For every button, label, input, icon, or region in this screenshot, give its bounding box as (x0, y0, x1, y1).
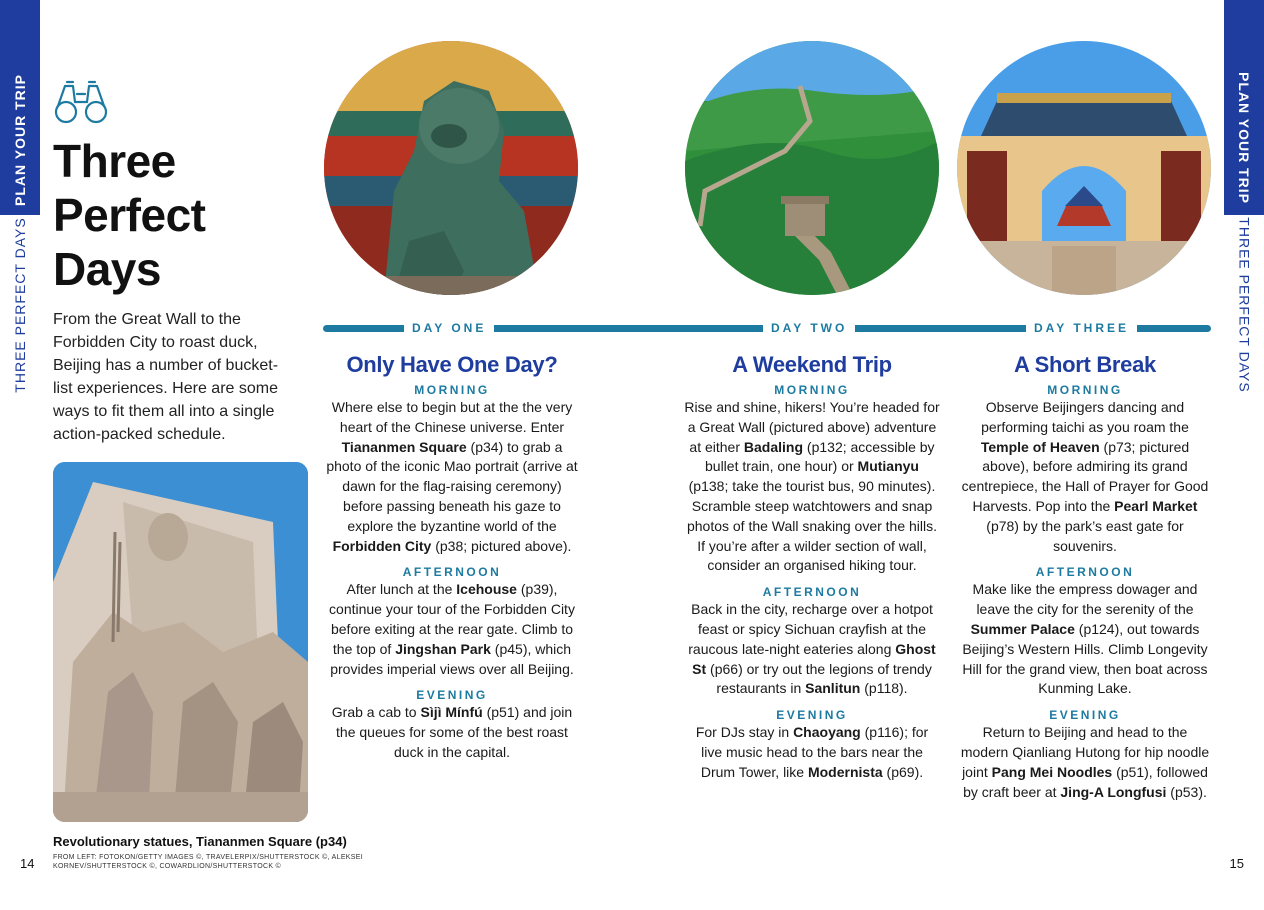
page-number-left: 14 (20, 856, 35, 871)
day-three-column (958, 352, 1212, 802)
afternoon-label: AFTERNOON (402, 565, 502, 580)
right-tab-label: PLAN YOUR TRIP (1236, 72, 1252, 204)
forbidden-city-lion-photo (324, 41, 578, 295)
evening-label: EVENING (1049, 708, 1121, 723)
evening-text: Return to Beijing and head to the modern Qianliang Hutong for hip noodle joint Pang Mei Noodles (p51), followed by craft beer at Jing-A Longfusi (p53). (960, 724, 1210, 800)
page-number-right: 15 (1229, 856, 1244, 871)
place-name: Chaoyang (793, 724, 861, 741)
temple-of-heaven-photo (957, 41, 1211, 295)
place-name: Ghost St (692, 640, 936, 677)
day-two-heading: A Weekend Trip (732, 352, 892, 377)
title-line-2: Perfect (53, 189, 206, 241)
place-name: Jing-A Longfusi (1060, 783, 1167, 800)
morning-text: Rise and shine, hikers! You’re headed for a Great Wall (pictured above) adventure at either Badaling (p132; accessible by bullet train, one hour) or Mutianyu (p138; take the tourist bus, 90 minutes). Scramble steep watchtowers and snap photos of the Wall snaking over the hills. If you’re after a wilder section of wall, consider an organised hiking tour. (684, 399, 940, 574)
afternoon-label: AFTERNOON (762, 585, 862, 600)
title-line-3: Days (53, 243, 161, 295)
morning-label: MORNING (1047, 383, 1123, 397)
morning-label: MORNING (414, 383, 490, 397)
evening-text: For DJs stay in Chaoyang (p116); for live music head to the bars near the Drum Tower, like Modernista (p69). (695, 724, 929, 780)
binoculars-icon (53, 80, 109, 124)
afternoon-text: Make like the empress dowager and leave the city for the serenity of the Summer Palace (p124), out towards Beijing’s Western Hills. Climb Longevity Hill for the grand view, then boat across Kunming Lake. (962, 581, 1208, 697)
morning-text: Observe Beijingers dancing and performing taichi as you roam the Temple of Heaven (p73; pictured above), before admiring its grand centrepiece, the Hall of Prayer for Good Harvests. Pop into the Pearl Market (p78) by the park’s east gate for souvenirs. (961, 399, 1209, 554)
place-name: Modernista (807, 763, 883, 780)
afternoon-text: After lunch at the Icehouse (p39), continue your tour of the Forbidden City before exiting at the rear gate. Climb to the top of Jingshan Park (p45), which provides imperial views over all Beijing. (329, 581, 575, 677)
place-name: Badaling (743, 438, 804, 455)
place-name: Tiananmen Square (341, 438, 467, 455)
day-two-column (684, 352, 940, 783)
day-one-heading: Only Have One Day? (346, 352, 558, 377)
morning-label: MORNING (774, 383, 850, 397)
place-name: Temple of Heaven (980, 438, 1100, 455)
place-name: Mutianyu (857, 458, 919, 475)
place-name: Jingshan Park (395, 640, 491, 657)
place-name: Pang Mei Noodles (991, 763, 1113, 780)
page-title (53, 134, 205, 296)
afternoon-text: Back in the city, recharge over a hotpot feast or spicy Sichuan crayfish at the raucous late-night eateries along Ghost St (p66) or try out the legions of trendy restaurants in Sanlitun (p118). (688, 601, 936, 697)
evening-label: EVENING (776, 708, 848, 723)
revolutionary-statues-photo (53, 462, 308, 822)
left-section-label: THREE PERFECT DAYS (12, 217, 28, 393)
place-name: Pearl Market (1114, 497, 1198, 514)
place-name: Sanlitun (805, 680, 861, 697)
place-name: Summer Palace (970, 620, 1075, 637)
day-three-label: DAY THREE (1026, 320, 1137, 336)
photo-credits: FROM LEFT: FOTOKON/GETTY IMAGES ©, TRAVELERPIX/SHUTTERSTOCK ©, ALEKSEI KORNEV/SHUTTERSTOCK ©, COWARDLION/SHUTTERSTOCK © (53, 854, 363, 870)
title-line-1: Three (53, 135, 176, 187)
left-tab-label: PLAN YOUR TRIP (12, 74, 28, 206)
great-wall-photo (685, 41, 939, 295)
right-section-label: THREE PERFECT DAYS (1236, 217, 1252, 393)
day-three-heading: A Short Break (1014, 352, 1156, 377)
photo-caption: Revolutionary statues, Tiananmen Square (p34) (53, 834, 347, 849)
afternoon-label: AFTERNOON (1035, 565, 1135, 580)
place-name: Forbidden City (332, 537, 432, 554)
evening-text: Grab a cab to Sìjì Mínfú (p51) and join the queues for some of the best roast duck in the capital. (331, 704, 573, 760)
day-one-label: DAY ONE (404, 320, 494, 336)
day-one-column (324, 352, 580, 763)
intro-text: From the Great Wall to the Forbidden City to roast duck, Beijing has a number of bucket-list experiences. Here are some ways to fit them all into a single action-packed schedule. (53, 311, 279, 443)
morning-text: Where else to begin but at the the very heart of the Chinese universe. Enter Tiananmen Square (p34) to grab a photo of the iconic Mao portrait (arrive at dawn for the flag-raising ceremony) before passing beneath his gaze to explore the byzantine world of the Forbidden City (p38; pictured above). (326, 399, 578, 554)
evening-label: EVENING (416, 688, 488, 703)
place-name: Icehouse (456, 581, 517, 598)
place-name: Sìjì Mínfú (420, 704, 483, 721)
day-two-label: DAY TWO (763, 320, 855, 336)
